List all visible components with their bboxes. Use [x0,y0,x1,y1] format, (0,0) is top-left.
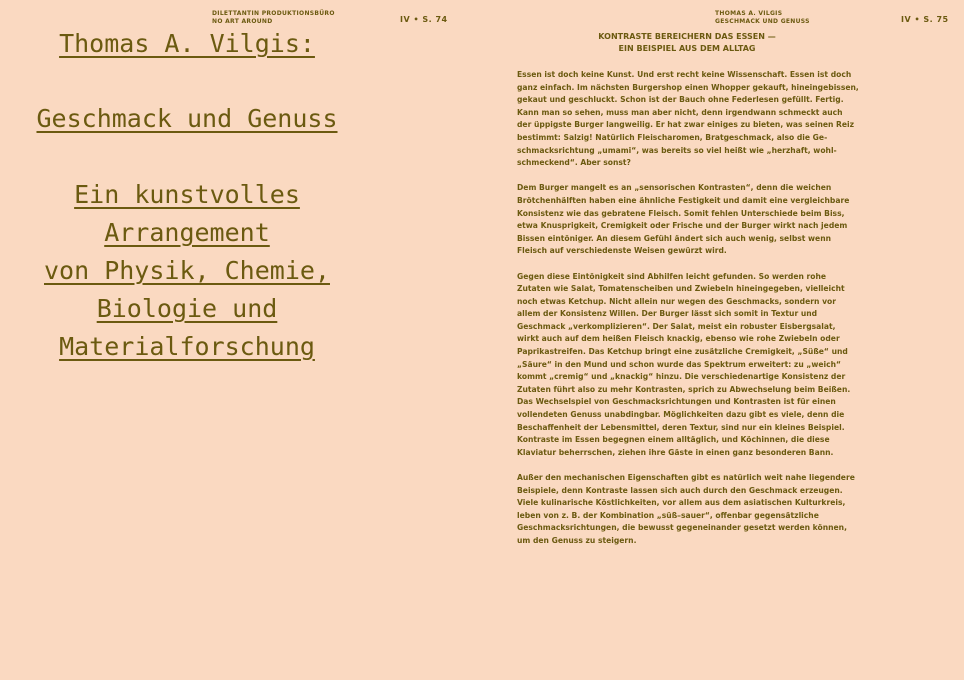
subtitle-line: von Physik, Chemie, [44,256,330,285]
left-page-number: IV • S. 74 [400,15,448,24]
left-header-line1: DILETTANTIN PRODUKTIONSBÜRO [212,10,335,17]
book-subtitle [14,176,360,366]
subtitle-line: Materialforschung [59,332,315,361]
right-running-header [715,10,810,26]
book-title-text: Geschmack und Genuss [36,104,338,133]
book-title [14,100,360,138]
paragraph: Dem Burger mangelt es an „sensorischen Kontrasten“, denn die weichen Brötchenhälften haben eine ähnliche Festigkeit und damit eine vergleichbare Konsistenz wie das gebratene Fleisch. Somit fehlen Unterschiede beim Biss, etwa Knusprigkeit, Cremigkeit oder Frische und der Burger wirkt nach jedem Bissen eintöniger. An diesem Gefühl ändert sich auch wenig, selbst wenn Fleisch auf verschiedenste Weisen gewürzt wird. [517,183,850,256]
article-heading-line1: KONTRASTE BEREICHERN DAS ESSEN — [598,32,776,41]
paragraph: Essen ist doch keine Kunst. Und erst recht keine Wissenschaft. Essen ist doch ganz einfach. Im nächsten Burgershop einen Whopper gekauft, hineingebissen, gekaut und geschluckt. Schon ist der Bauch ohne Federlesen gefüllt. Fertig. Kann man so sehen, muss man aber nicht, denn irgendwann schmeckt auch der üppigste Burger langweilig. Er hat zwar einiges zu bieten, was seinen Reiz bestimmt: Salzig! Natürlich Fleischaromen, Bratgeschmack, also die Geschmacksrichtung „umami“, was bereits so viel heißt wie „herzhaft, wohlschmeckend“. Aber sonst? [517,70,859,168]
paragraph: Gegen diese Eintönigkeit sind Abhilfen leicht gefunden. So werden rohe Zutaten wie Salat, Tomatenscheiben und Zwiebeln hineingegeben, vielleicht noch etwas Ketchup. Nicht allein nur wegen des Geschmacks, sondern vor allem der Konsistenz Willen. Der Burger lässt sich somit in Textur und Geschmack „verkomplizieren“. Der Salat, meist ein robuster Eisbergsalat, wirkt auch auf dem heißen Fleisch knackig, ebenso wie rohe Zwiebeln oder Paprikastreifen. Das Ketchup bringt eine zusätzliche Cremigkeit, „Süße“ und „Säure“ in den Mund und schon wurde das Spektrum erweitert: zu „weich“ kommt „cremig“ und „knackig“ hinzu. Die verschiedenartige Konsistenz der Zutaten führt also zu mehr Kontrasten, sprich zu Abwechselung beim Beißen. Das Wechselspiel von Geschmacksrichtungen und Kontrasten ist für einen vollendeten Genuss unabdingbar. Möglichkeiten dazu gibt es viele, denn die Beschaffenheit der Lebensmittel, deren Textur, sind nur ein kleines Beispiel. Kontraste im Essen begegnen einem alltäglich, und Köchinnen, die diese Klaviatur beherrschen, ziehen ihre Gäste in einen ganz besonderen Bann. [517,271,851,457]
author-title [14,25,360,63]
left-header-line2: NO ART AROUND [212,18,273,25]
left-running-header [212,10,335,26]
paragraph: Außer den mechanischen Eigenschaften gibt es natürlich weit nahe liegendere Beispiele, denn Kontraste lassen sich auch durch den Geschmack erzeugen. Viele kulinarische Köstlichkeiten, vor allem aus dem asiatischen Kulturkreis, leben von z. B. der Kombination „süß–sauer“, offenbar gegensätzliche Geschmacksrichtungen, die bewusst gegeneinander gesetzt werden können, um den Genuss zu steigern. [517,473,855,545]
subtitle-line: Biologie und [96,294,278,323]
right-header-line2: GESCHMACK UND GENUSS [715,18,810,25]
article-body [517,69,859,560]
right-page-number: IV • S. 75 [901,15,949,24]
subtitle-line: Arrangement [104,218,270,247]
article-heading [516,31,858,55]
subtitle-line: Ein kunstvolles [74,180,300,209]
right-header-line1: THOMAS A. VILGIS [715,10,783,17]
article-heading-line2: EIN BEISPIEL AUS DEM ALLTAG [618,44,756,53]
author-name: Thomas A. Vilgis: [59,29,315,58]
